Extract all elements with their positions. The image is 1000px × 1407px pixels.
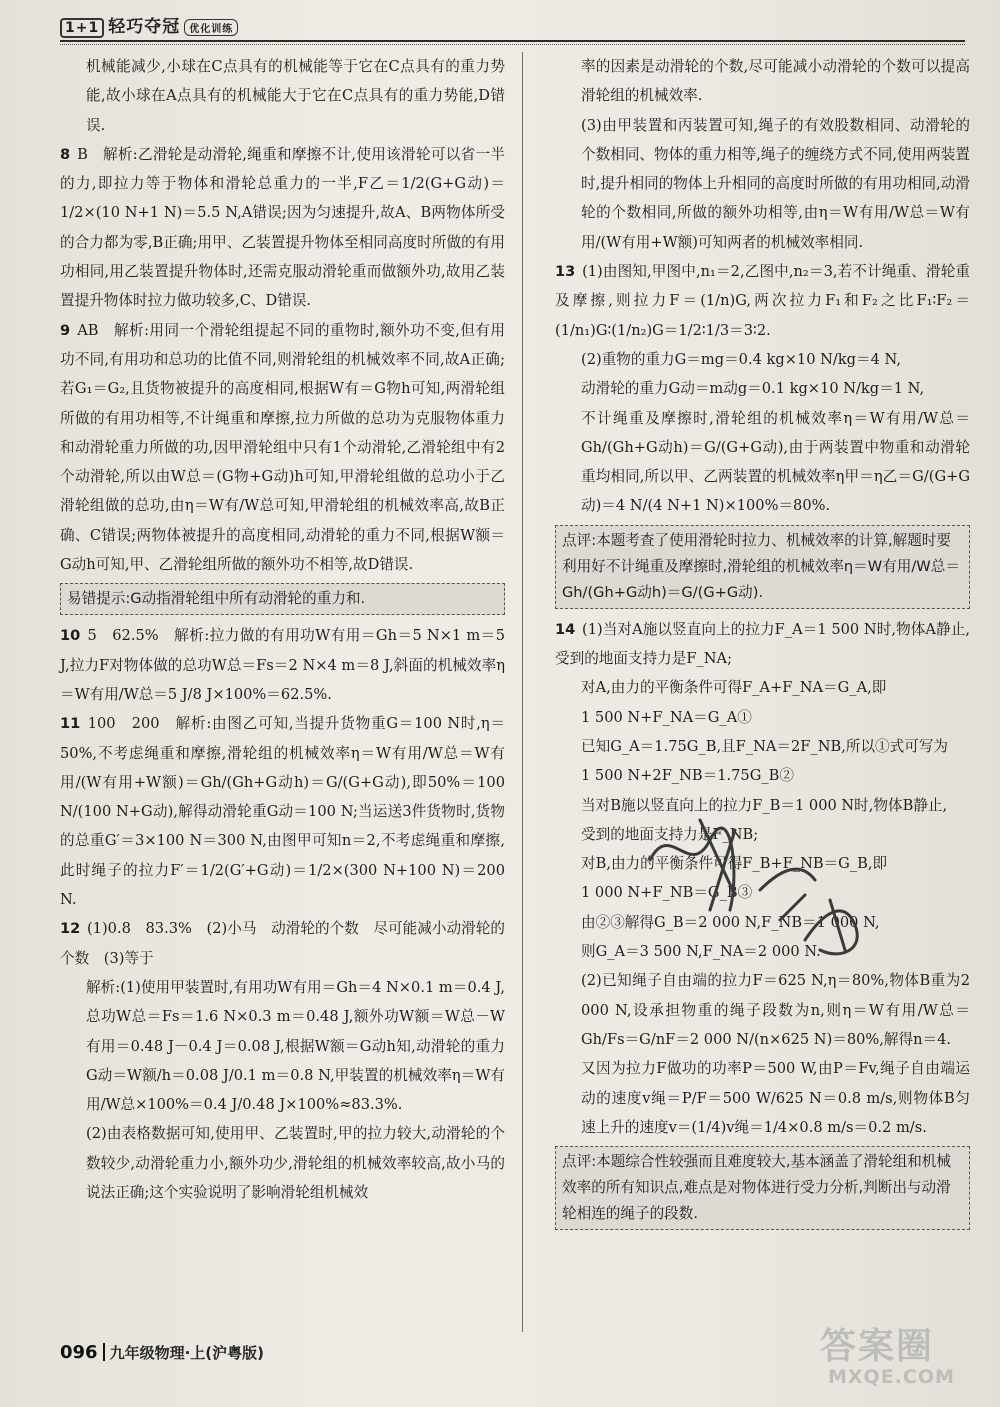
handwritten-scribble: [640, 800, 870, 970]
analysis-line: 对A,由力的平衡条件可得F_A+F_NA＝G_A,即: [581, 679, 887, 697]
question-number: 13: [555, 263, 576, 281]
page-number: 096: [60, 1342, 98, 1363]
answer-10: [60, 621, 505, 709]
header: [60, 8, 960, 42]
analysis-paragraph: (3)由甲装置和丙装置可知,绳子的有效股数相同、动滑轮的个数相同、物体的重力相等,绳子的缠绕方式不同,使用两装置时,提升相同的物体上升相同的高度时所做的有用功相同,动滑轮的个数相同,所做的额外功相等,由η＝W有用/W总＝W有用/(W有用+W额)可知两者的机械效率相同.: [581, 116, 970, 251]
analysis-line: 已知G_A＝1.75G_B,且F_NA＝2F_NB,所以①式可写为: [581, 737, 949, 755]
brand-logo: [60, 12, 238, 38]
analysis-line: 受到的地面支持力是F_NB;: [581, 825, 759, 843]
question-number: 12: [60, 920, 81, 938]
analysis-line: (2)已知绳子自由端的拉力F＝625 N,η＝80%,物体B重为2 000 N,设承担物重的绳子段数为n,则η＝W有用/W总＝Gh/Fs＝G/nF＝2 000 N/(n×625 N)＝80%,解得n＝4.: [581, 972, 970, 1048]
analysis-line: 1 500 N+F_NA＝G_A①: [581, 708, 752, 726]
analysis-line: 当对B施以竖直向上的拉力F_B＝1 000 N时,物体B静止,: [581, 796, 948, 814]
watermark-site: MXQE.COM: [828, 1366, 955, 1388]
watermark-title: 答案圈: [820, 1326, 935, 1367]
comment-box: [555, 1146, 970, 1230]
analysis-line: 则G_A＝3 500 N,F_NA＝2 000 N.: [581, 943, 821, 961]
logo-subtitle: 优化训练: [184, 19, 238, 36]
tip-text: 易错提示:G动指滑轮组中所有动滑轮的重力和.: [67, 590, 366, 608]
comment-text: 点评:本题考查了使用滑轮时拉力、机械效率的计算,解题时要利用好不计绳重及摩擦时,滑轮组的机械效率η＝W有用/W总＝Gh/(Gh+G动h)＝G/(G+G动).: [562, 531, 960, 601]
paragraph-continued: 机械能减少,小球在C点具有的机械能等于它在C点具有的重力势能,故小球在A点具有的机械能大于它在C点具有的重力势能,D错误.: [86, 58, 505, 134]
left-column: [60, 52, 505, 1207]
question-number: 14: [555, 620, 576, 638]
logo-mark: 1+1: [60, 18, 104, 38]
analysis-paragraph: 解析:(1)使用甲装置时,有用功W有用＝Gh＝4 N×0.1 m＝0.4 J,总功W总＝Fs＝1.6 N×0.3 m＝0.48 J,额外功W额＝W总－W有用＝0.48 J－0.4 J＝0.08 J,根据W额＝G动h知,动滑轮的重力G动＝W额/h＝0.08 J/0.1 m＝0.8 N,甲装置的机械效率η＝W有用/W总×100%＝0.4 J/0.48 J×100%≈83.3%.: [86, 978, 505, 1114]
answer-heading: (1)0.8 83.3% (2)小马 动滑轮的个数 尽可能减小动滑轮的个数 (3)等于: [60, 920, 505, 967]
analysis-line: 由②③解得G_B＝2 000 N,F_NB＝1 000 N,: [581, 913, 880, 931]
question-number: 9: [60, 321, 71, 339]
watermark: [820, 1318, 970, 1398]
footer: [60, 1342, 264, 1363]
answer-9: [60, 316, 505, 580]
header-dotted-rule: [60, 44, 965, 45]
analysis-line: 不计绳重及摩擦时,滑轮组的机械效率η＝W有用/W总＝Gh/(Gh+G动h)＝G/(G+G动),由于两装置中物重和动滑轮重均相同,所以甲、乙两装置的机械效率η甲＝η乙＝G/(G+G动)＝4 N/(4 N+1 N)×100%＝80%.: [581, 409, 970, 515]
column-divider: [522, 52, 523, 1332]
right-column: [555, 52, 970, 1236]
answer-11: [60, 709, 505, 914]
analysis-line: 1 500 N+2F_NB＝1.75G_B②: [581, 767, 794, 785]
answer-12: [60, 914, 505, 973]
analysis-line: 动滑轮的重力G动＝m动g＝0.1 kg×10 N/kg＝1 N,: [581, 380, 925, 398]
answer-text: 5 62.5% 解析:拉力做的有用功W有用＝Gh＝5 N×1 m＝5 J,拉力F对物体做的总功W总＝Fs＝2 N×4 m＝8 J,斜面的机械效率η＝W有用/W总＝5 J/8 J×100%＝62.5%.: [60, 627, 506, 703]
comment-text: 点评:本题综合性较强而且难度较大,基本涵盖了滑轮组和机械效率的所有知识点,难点是对物体进行受力分析,判断出与动滑轮相连的绳子的段数.: [562, 1153, 951, 1223]
paragraph-continued: 率的因素是动滑轮的个数,尽可能减小动滑轮的个数可以提高滑轮组的机械效率.: [581, 58, 970, 105]
question-number: 10: [60, 627, 81, 645]
answer-14: [555, 615, 970, 674]
answer-text: (1)由图知,甲图中,n₁＝2,乙图中,n₂＝3,若不计绳重、滑轮重及摩擦,则拉力F＝(1/n)G,两次拉力F₁和F₂之比F₁∶F₂＝(1/n₁)G∶(1/n₂)G＝1/2∶1/3＝3∶2.: [555, 263, 971, 339]
analysis-line: 又因为拉力F做功的功率P＝500 W,由P＝Fv,绳子自由端运动的速度v绳＝P/F＝500 W/625 N＝0.8 m/s,则物体B匀速上升的速度v＝(1/4)v绳＝1/4×0.8 m/s＝0.2 m/s.: [581, 1060, 970, 1136]
question-number: 8: [60, 145, 71, 163]
error-tip-box: [60, 583, 505, 615]
analysis-paragraph: (2)由表格数据可知,使用甲、乙装置时,甲的拉力较大,动滑轮的个数较少,动滑轮重力小,额外功少,滑轮组的机械效率较高,故小马的说法正确;这个实验说明了影响滑轮组机械效: [86, 1125, 505, 1201]
analysis-line: 对B,由力的平衡条件可得F_B+F_NB＝G_B,即: [581, 855, 888, 873]
answer-text: B 解析:乙滑轮是动滑轮,绳重和摩擦不计,使用该滑轮可以省一半的力,即拉力等于物体和滑轮总重力的一半,F乙＝1/2(G+G动)＝1/2×(10 N+1 N)＝5.5 N,A错误;因为匀速提升,故A、B两物体所受的合力都为零,B正确;用甲、乙装置提升物体至相同高度时所做的有用功相同,用乙装置提升物体时,还需克服动滑轮重而做额外功,故用乙装置提升物体时拉力做功较多,C、D错误.: [60, 145, 505, 310]
analysis-line: (2)重物的重力G＝mg＝0.4 kg×10 N/kg＝4 N,: [581, 350, 902, 368]
answer-8: [60, 140, 505, 316]
header-rule: [60, 40, 965, 42]
question-number: 11: [60, 715, 81, 733]
analysis-line: 1 000 N+F_NB＝G_B③: [581, 884, 753, 902]
footer-separator: [103, 1343, 105, 1361]
answer-text: (1)当对A施以竖直向上的拉力F_A＝1 500 N时,物体A静止,受到的地面支持力是F_NA;: [555, 620, 971, 668]
comment-box: [555, 525, 970, 609]
answer-text: 100 200 解析:由图乙可知,当提升货物重G＝100 N时,η＝50%,不考虑绳重和摩擦,滑轮组的机械效率η＝W有用/W总＝W有用/(W有用+W额)＝Gh/(Gh+G动h)＝G/(G+G动),即50%＝100 N/(100 N+G动),解得动滑轮重G动＝100 N;当运送3件货物时,货物的总重G′＝3×100 N＝300 N,由图甲可知n＝2,不考虑绳重和摩擦,此时绳子的拉力F′＝1/2(G′+G动)＝1/2×(300 N+100 N)＝200 N.: [60, 715, 505, 909]
answer-13: [555, 257, 970, 345]
book-title: 九年级物理·上(沪粤版): [109, 1344, 264, 1362]
answer-text: AB 解析:用同一个滑轮组提起不同的重物时,额外功不变,但有用功不同,有用功和总功的比值不同,则滑轮组的机械效率不同,故A正确;若G₁＝G₂,且货物被提升的高度相同,根据W有＝G物h可知,两滑轮组所做的有用功相等,不计绳重和摩擦,拉力所做的总功为克服物体重力和动滑轮重力所做的功,因甲滑轮组中只有1个动滑轮,乙滑轮组中有2个动滑轮,所以由W总＝(G物+G动)h可知,甲滑轮组做的总功小于乙滑轮组做的总功,由η＝W有/W总可知,甲滑轮组的机械效率高,故B正确、C错误;两物体被提升的高度相同,动滑轮的重力不同,根据W额＝G动h可知,甲、乙滑轮组所做的额外功不相等,故D错误.: [60, 321, 506, 574]
logo-title: 轻巧夺冠: [108, 17, 181, 37]
